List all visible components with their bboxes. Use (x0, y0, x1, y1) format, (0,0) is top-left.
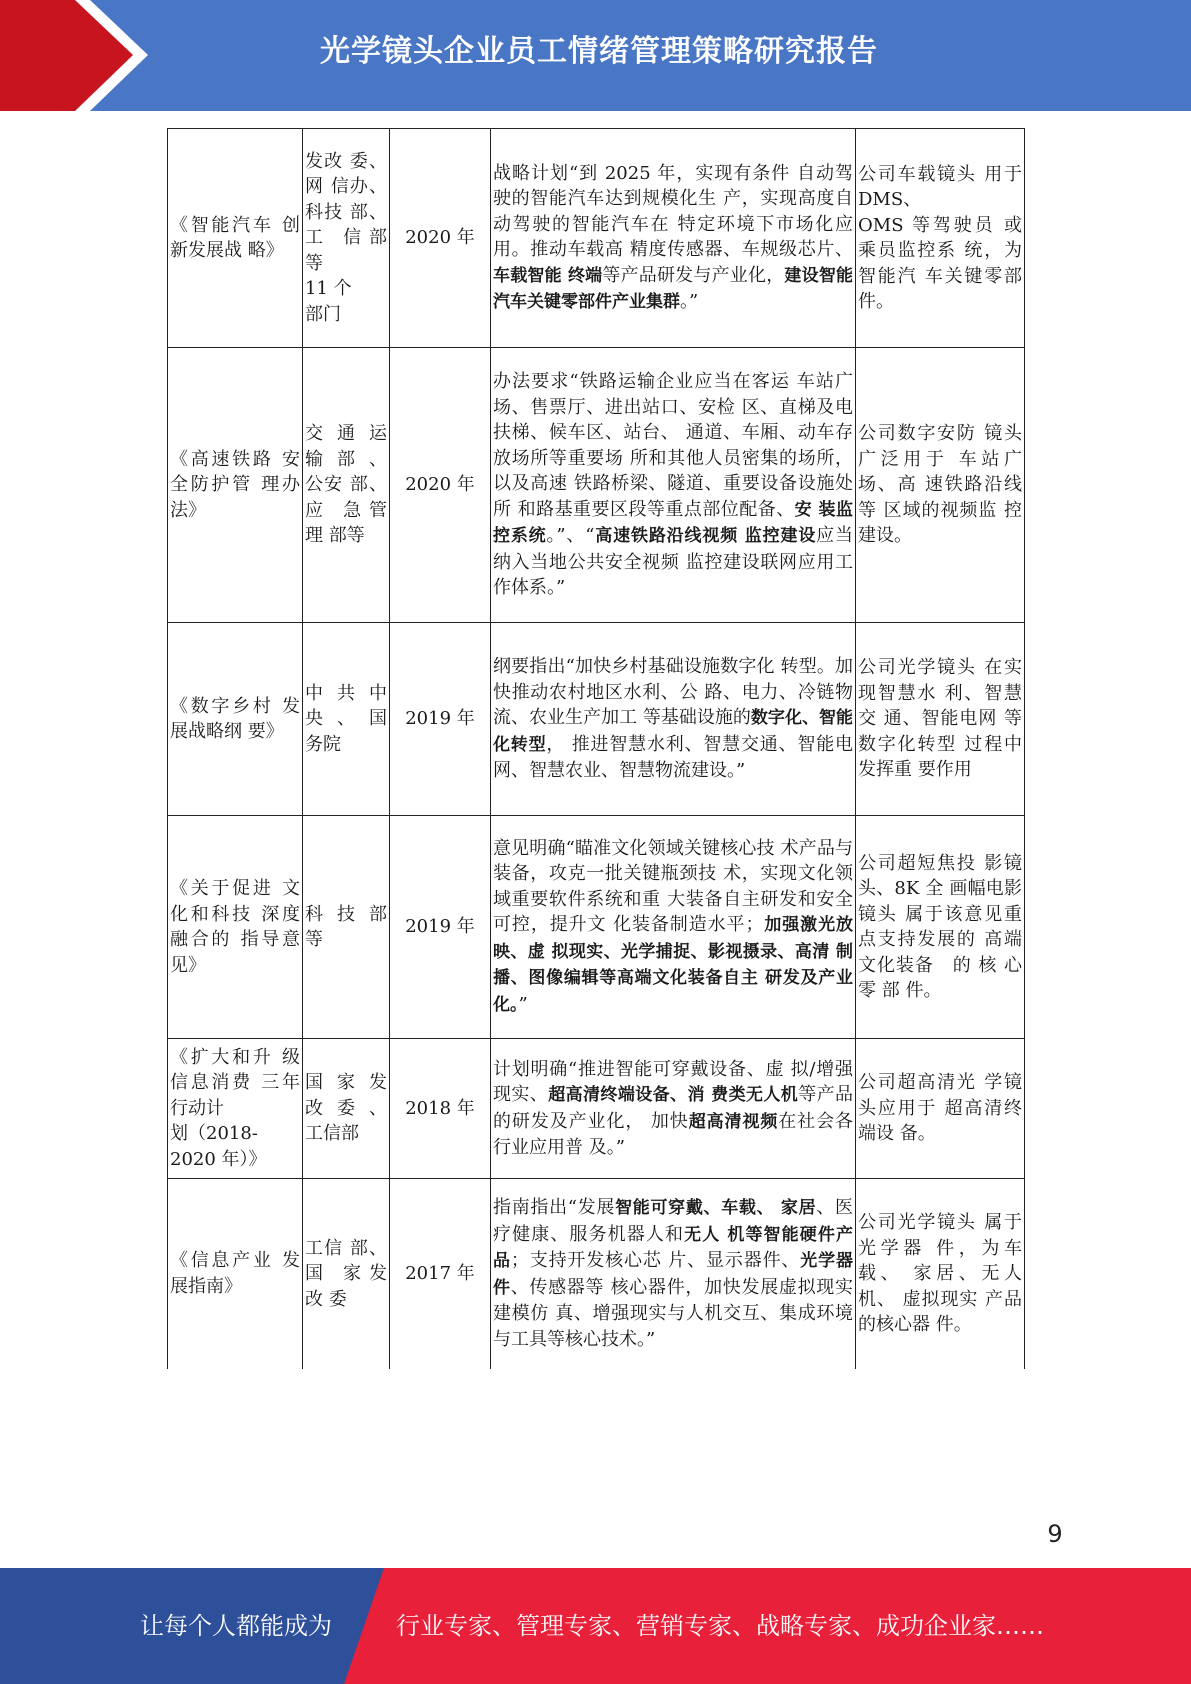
text-segment: 、传感器等 核心器件，加快发展虚拟现实建模仿 真、增强现实与人机交互、集成环境 与工具等核心技术。” (493, 1276, 853, 1350)
bold-text-segment: 超高清终端设备、消 费类无人机 (548, 1085, 799, 1105)
text-segment: 纲要指出“加快乡村基础设施数字化 转型。加快推动农村地区水利、公 路、电力、冷链物流、农业生产加工 等基础设施的 (493, 656, 853, 729)
policy-content-cell (491, 816, 856, 1039)
company-relevance-cell: 公司超短焦投 影镜头、8K 全 画幅电影镜头 属于该意见重 点支持发展的 高端文化装备 的 核 心 零 部 件。 (856, 816, 1025, 1039)
policy-name-cell: 《智能汽车 创新发展战 略》 (168, 129, 303, 348)
page-number: 9 (1047, 1520, 1063, 1548)
policy-name-cell: 《信息产业 发展指南》 (168, 1179, 303, 1369)
issuer-cell: 科 技 部 等 (303, 816, 390, 1039)
company-relevance-cell: 公司车载镜头 用于 DMS、 OMS 等驾驶员 或乘员监控系 统，为智能汽 车关键零部 件。 (856, 129, 1025, 348)
company-relevance-cell: 公司光学镜头 属于光学器 件，为车载、 家居、无人机、 虚拟现实 产品的核心器 件。 (856, 1179, 1025, 1369)
text-segment: 在社会各行业应用普 及。” (493, 1110, 853, 1158)
policy-content-cell (491, 1039, 856, 1179)
policy-name-cell: 《扩大和升 级信息消费 三年行动计 划（2018- 2020 年）》 (168, 1039, 303, 1179)
text-segment: 指南指出“发展 (493, 1197, 616, 1219)
text-segment: 。”、“ (546, 525, 595, 547)
bold-text-segment: 车载智能 终端 (493, 265, 603, 286)
text-segment: ；支持开发核心芯 片、显示器件、 (510, 1250, 801, 1272)
header-arrow-decoration (0, 0, 160, 111)
text-segment: ” (518, 993, 528, 1015)
table-row (168, 816, 1025, 1039)
bold-text-segment: 数字化、智能化转型 (493, 708, 853, 755)
text-segment: 战略计划“到 2025 年，实现有条件 自动驾驶的智能汽车达到规模化生 产，实现高度自动驾驶的智能汽车在 特定环境下市场化应用。推动车载高 精度传感器、车规级芯片、 (493, 162, 853, 260)
issuer-cell: 中 共 中 央 、 国 务院 (303, 623, 390, 816)
document-title: 光学镜头企业员工情绪管理策略研究报告 (320, 34, 878, 69)
policy-name-cell: 《高速铁路 安全防护管 理办法》 (168, 348, 303, 623)
footer-slogan-left: 让每个人都能成为 (140, 1612, 332, 1640)
table-row (168, 1179, 1025, 1369)
year-cell: 2019 年 (390, 816, 491, 1039)
issuer-cell: 工信 部、国 家 发 改 委 (303, 1179, 390, 1369)
policy-name-cell: 《数字乡村 发展战略纲 要》 (168, 623, 303, 816)
bold-text-segment: 高速铁路沿线视频 监控建设 (594, 526, 817, 547)
footer-banner (0, 1568, 1191, 1684)
policy-content-cell (491, 348, 856, 623)
text-segment: 意见明确“瞄准文化领域关键核心技 术产品与装备，攻克一批关键瓶颈技 术，实现文化领域重要软件系统和重 大装备自主研发和安全可控，提升文 化装备制造水平； (493, 837, 853, 936)
company-relevance-cell: 公司光学镜头 在实现智慧水 利、智慧交 通、智能电网 等数字化转型 过程中发挥重 要作用 (856, 623, 1025, 816)
year-cell: 2019 年 (390, 623, 491, 816)
year-cell: 2018 年 (390, 1039, 491, 1179)
bold-text-segment: 安 装监控系统 (493, 499, 853, 547)
policy-content-cell (491, 623, 856, 816)
table-row (168, 1039, 1025, 1179)
bold-text-segment: 无人 机等智能硬件产品 (493, 1224, 853, 1272)
company-relevance-cell: 公司数字安防 镜头广泛用于 车站广场、高 速铁路沿线等 区域的视频监 控建设。 (856, 348, 1025, 623)
year-cell: 2020 年 (390, 129, 491, 348)
text-segment: 计划明确“推进智能可穿戴设备、虚 拟/增强现实、 (493, 1058, 853, 1105)
issuer-cell: 发改 委、网 信办、科技 部、工 信 部等 11 个 部门 (303, 129, 390, 348)
text-segment: 等产品的研发及产业化， 加快 (493, 1084, 854, 1132)
year-cell: 2017 年 (390, 1179, 491, 1369)
text-segment: 办法要求“铁路运输企业应当在客运 车站广场、售票厅、进出站口、安检 区、直梯及电扶梯、候车区、站台、 通道、车厢、动车存放场所等重要场 所和其他人员密集的场所，以及高速 铁路桥梁、隧道、重要设备设施处所 和路基重要区段等重点部位配备、 (493, 371, 853, 520)
issuer-cell: 国 家 发 改 委 、 工信部 (303, 1039, 390, 1179)
policy-name-cell: 《关于促进 文化和科技 深度融合的 指导意见》 (168, 816, 303, 1039)
bold-text-segment: 超高清视频 (688, 1111, 779, 1132)
table-row (168, 623, 1025, 816)
year-cell: 2020 年 (390, 348, 491, 623)
text-segment: 应当纳入当地公共安全视频 监控建设联网应用工作体系。” (493, 525, 854, 599)
header-banner (0, 0, 1191, 111)
bold-text-segment: 智能可穿戴、车载、 家居 (615, 1198, 817, 1219)
issuer-cell: 交 通 运 输 部 、 公安 部、应 急 管 理 部等 (303, 348, 390, 623)
text-segment: ， 推进智慧水利、智慧交通、智能电 网、智慧农业、智慧物流建设。” (493, 733, 853, 782)
bold-text-segment: 建设智能 汽车关键零部件产业集群 (493, 265, 854, 312)
company-relevance-cell: 公司超高清光 学镜头应用于 超高清终端设 备。 (856, 1039, 1025, 1179)
table-row (168, 129, 1025, 348)
bold-text-segment: 加强激光放映、虚 拟现实、光学捕捉、影视摄录、高清 制播、图像编辑等高端文化装备自主 研发及产业化。 (493, 915, 853, 1015)
table-row (168, 348, 1025, 623)
policy-content-cell (491, 129, 856, 348)
policy-content-cell (491, 1179, 856, 1369)
text-segment: 等产品研发与产业化， (602, 264, 785, 286)
policy-table-wrapper (167, 128, 1024, 1369)
footer-slogan-right: 行业专家、管理专家、营销专家、战略专家、成功企业家…… (396, 1612, 1044, 1640)
policy-table (167, 128, 1025, 1369)
text-segment: 。” (680, 291, 699, 312)
bold-text-segment: 光学器件 (493, 1251, 853, 1298)
text-segment: 、医疗健康、服务机器人和 (493, 1197, 854, 1245)
